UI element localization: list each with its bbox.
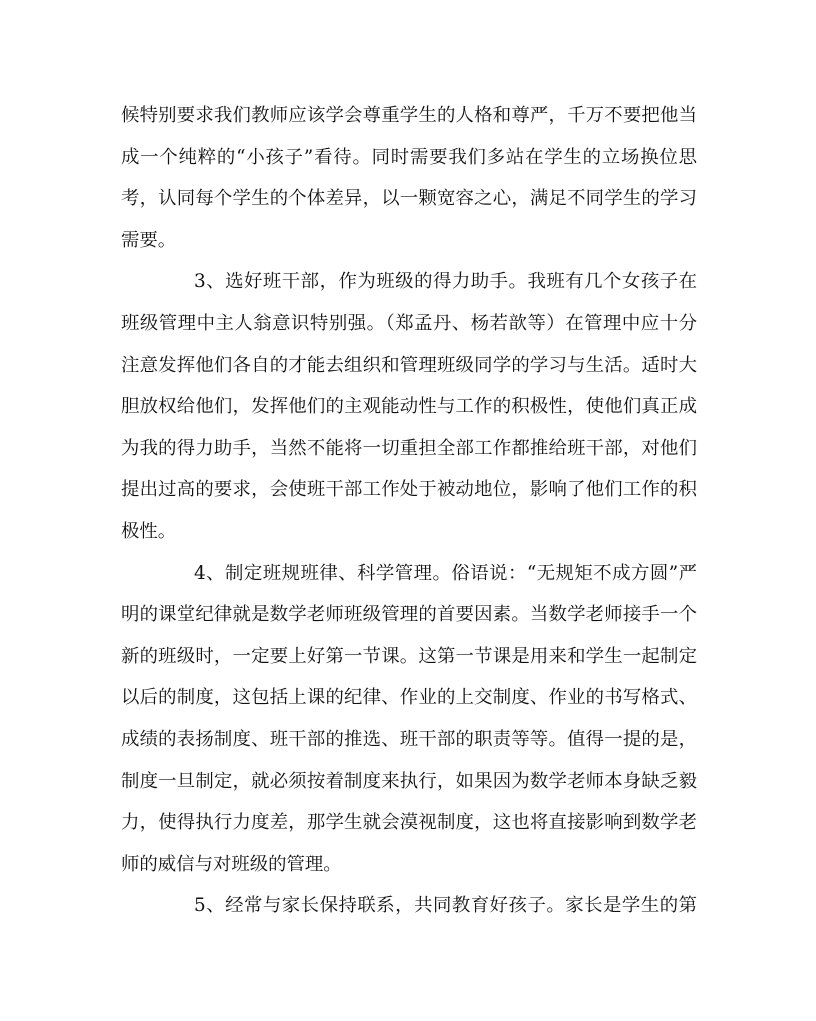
text-line: 候特别要求我们教师应该学会尊重学生的人格和尊严，千万不要把他当 [121,105,697,126]
paragraph-item-3-first-line: 3、选好班干部，作为班级的得力助手。我班有几个女孩子在 [194,271,697,293]
text-line: 极性。 [121,520,177,542]
text-line: 成绩的表扬制度、班干部的推选、班干部的职责等等。值得一提的是， [121,728,697,750]
paragraph-item-4-first-line: 4、制定班规班律、科学管理。俗语说：“无规矩不成方圆”严 [194,562,697,584]
text-line: 注意发挥他们各自的才能去组织和管理班级同学的学习与生活。适时大 [121,354,697,376]
text-line: 明的课堂纪律就是数学老师班级管理的首要因素。当数学老师接手一个 [121,604,697,626]
text-line: 制度一旦制定，就必须按着制度来执行，如果因为数学老师本身缺乏毅 [121,770,697,792]
text-line: 胆放权给他们，发挥他们的主观能动性与工作的积极性，使他们真正成 [121,396,697,418]
text-line: 以后的制度，这包括上课的纪律、作业的上交制度、作业的书写格式、 [121,687,697,709]
body-text [121,95,697,927]
text-line: 师的威信与对班级的管理。 [121,853,342,875]
text-line: 为我的得力助手，当然不能将一切重担全部工作都推给班干部，对他们 [121,437,697,459]
text-line: 考，认同每个学生的个体差异，以一颗宽容之心，满足不同学生的学习 [121,188,697,210]
text-line: 需要。 [121,229,177,251]
paragraph-item-5-first-line: 5、经常与家长保持联系，共同教育好孩子。家长是学生的第 [194,895,697,917]
text-line: 班级管理中主人翁意识特别强。（郑孟丹、杨若歆等）在管理中应十分 [121,312,697,334]
text-line: 力，使得执行力度差，那学生就会漠视制度，这也将直接影响到数学老 [121,812,697,834]
text-line: 成一个纯粹的“小孩子”看待。同时需要我们多站在学生的立场换位思 [121,146,697,168]
text-line: 提出过高的要求，会使班干部工作处于被动地位，影响了他们工作的积 [121,479,697,501]
text-line: 新的班级时，一定要上好第一节课。这第一节课是用来和学生一起制定 [121,645,697,667]
